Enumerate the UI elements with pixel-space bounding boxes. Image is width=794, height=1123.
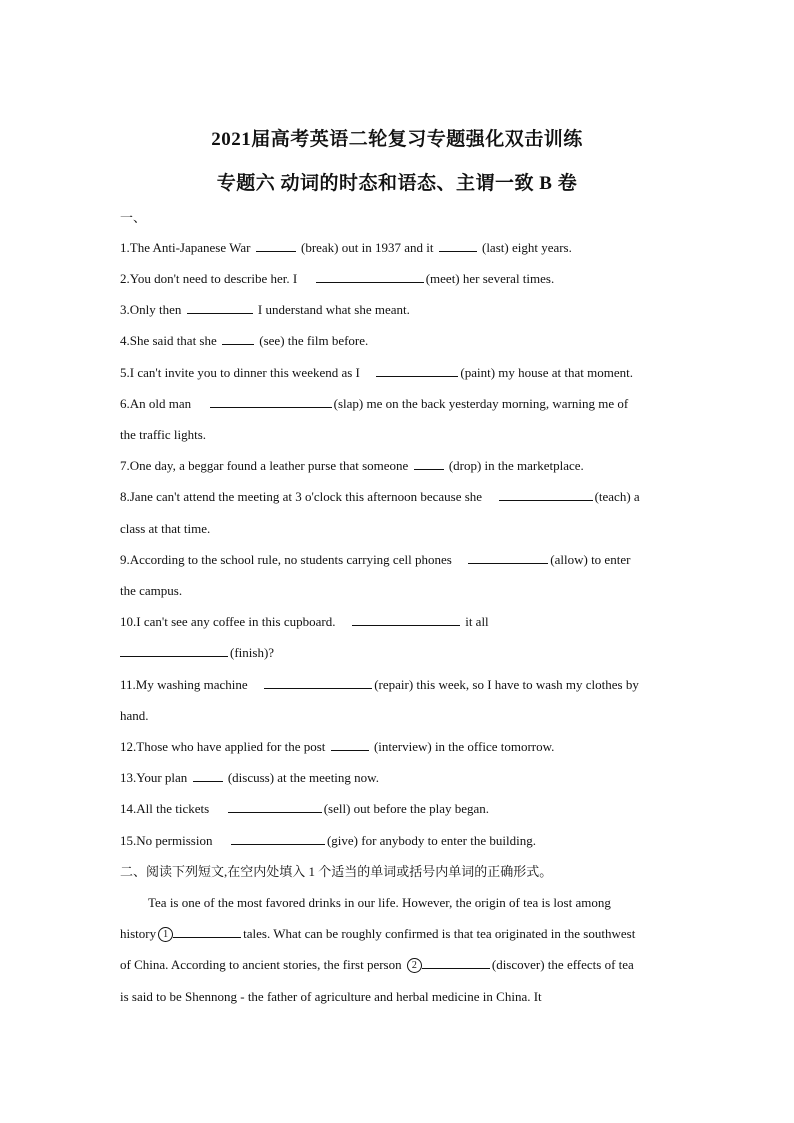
question-7: 7.One day, a beggar found a leather purse that someone (drop) in the marketplace. — [120, 458, 584, 473]
passage-line-3: of China. According to ancient stories, the first person 2 (discover) the effects of tea — [120, 957, 634, 972]
passage-line-1: Tea is one of the most favored drinks in our life. However, the origin of tea is lost among — [148, 895, 611, 910]
answer-blank[interactable] — [422, 956, 490, 969]
question-9: 9.According to the school rule, no students carrying cell phones (allow) to enter — [120, 552, 631, 567]
answer-blank[interactable] — [222, 332, 254, 345]
answer-blank[interactable] — [331, 738, 369, 751]
question-4: 4.She said that she (see) the film before. — [120, 333, 369, 348]
question-5: 5.I can't invite you to dinner this weekend as I (paint) my house at that moment. — [120, 365, 633, 380]
question-10-cont: (finish)? — [120, 644, 274, 662]
question-8: 8.Jane can't attend the meeting at 3 o'clock this afternoon because she (teach) a — [120, 489, 640, 504]
question-3: 3.Only then I understand what she meant. — [120, 302, 410, 317]
question-14: 14.All the tickets (sell) out before the play began. — [120, 801, 490, 816]
question-12: 12.Those who have applied for the post (interview) in the office tomorrow. — [120, 739, 555, 754]
question-2: 2.You don't need to describe her. I (meet) her several times. — [120, 271, 555, 286]
answer-blank[interactable] — [352, 613, 460, 626]
passage-line-2: history 1 tales. What can be roughly confirmed is that tea originated in the southwest — [120, 926, 636, 941]
question-13: 13.Your plan (discuss) at the meeting now. — [120, 770, 379, 785]
question-6-cont: the traffic lights. — [120, 427, 207, 442]
question-10: 10.I can't see any coffee in this cupboard. it all — [120, 614, 489, 629]
question-11-cont: hand. — [120, 708, 149, 723]
section-two-instruction: 二、阅读下列短文,在空内处填入 1 个适当的单词或括号内单词的正确形式。 — [120, 864, 553, 879]
answer-blank[interactable] — [187, 301, 253, 314]
answer-blank[interactable] — [193, 769, 223, 782]
question-1: 1.The Anti-Japanese War (break) out in 1937 and it (last) eight years. — [120, 240, 572, 255]
answer-blank[interactable] — [210, 395, 332, 408]
section-one-label: 一、 — [120, 210, 147, 225]
question-11: 11.My washing machine (repair) this week, so I have to wash my clothes by — [120, 677, 639, 692]
answer-blank[interactable] — [264, 676, 372, 689]
question-8-cont: class at that time. — [120, 521, 211, 536]
answer-blank[interactable] — [316, 270, 424, 283]
answer-blank[interactable] — [173, 925, 241, 938]
answer-blank[interactable] — [231, 832, 325, 845]
blank-number-badge: 2 — [407, 958, 422, 973]
question-9-cont: the campus. — [120, 583, 183, 598]
answer-blank[interactable] — [414, 457, 444, 470]
answer-blank[interactable] — [439, 239, 477, 252]
blank-number-badge: 1 — [158, 927, 173, 942]
question-15: 15.No permission (give) for anybody to enter the building. — [120, 833, 536, 848]
answer-blank[interactable] — [120, 644, 228, 657]
page-subtitle: 专题六 动词的时态和语态、主谓一致 B 卷 — [216, 173, 578, 194]
page-title: 2021届高考英语二轮复习专题强化双击训练 — [211, 129, 583, 150]
passage-line-4: is said to be Shennong - the father of agriculture and herbal medicine in China. It — [120, 989, 542, 1004]
answer-blank[interactable] — [499, 488, 593, 501]
question-6: 6.An old man (slap) me on the back yesterday morning, warning me of — [120, 396, 629, 411]
answer-blank[interactable] — [376, 364, 458, 377]
answer-blank[interactable] — [468, 551, 548, 564]
answer-blank[interactable] — [256, 239, 296, 252]
answer-blank[interactable] — [228, 800, 322, 813]
